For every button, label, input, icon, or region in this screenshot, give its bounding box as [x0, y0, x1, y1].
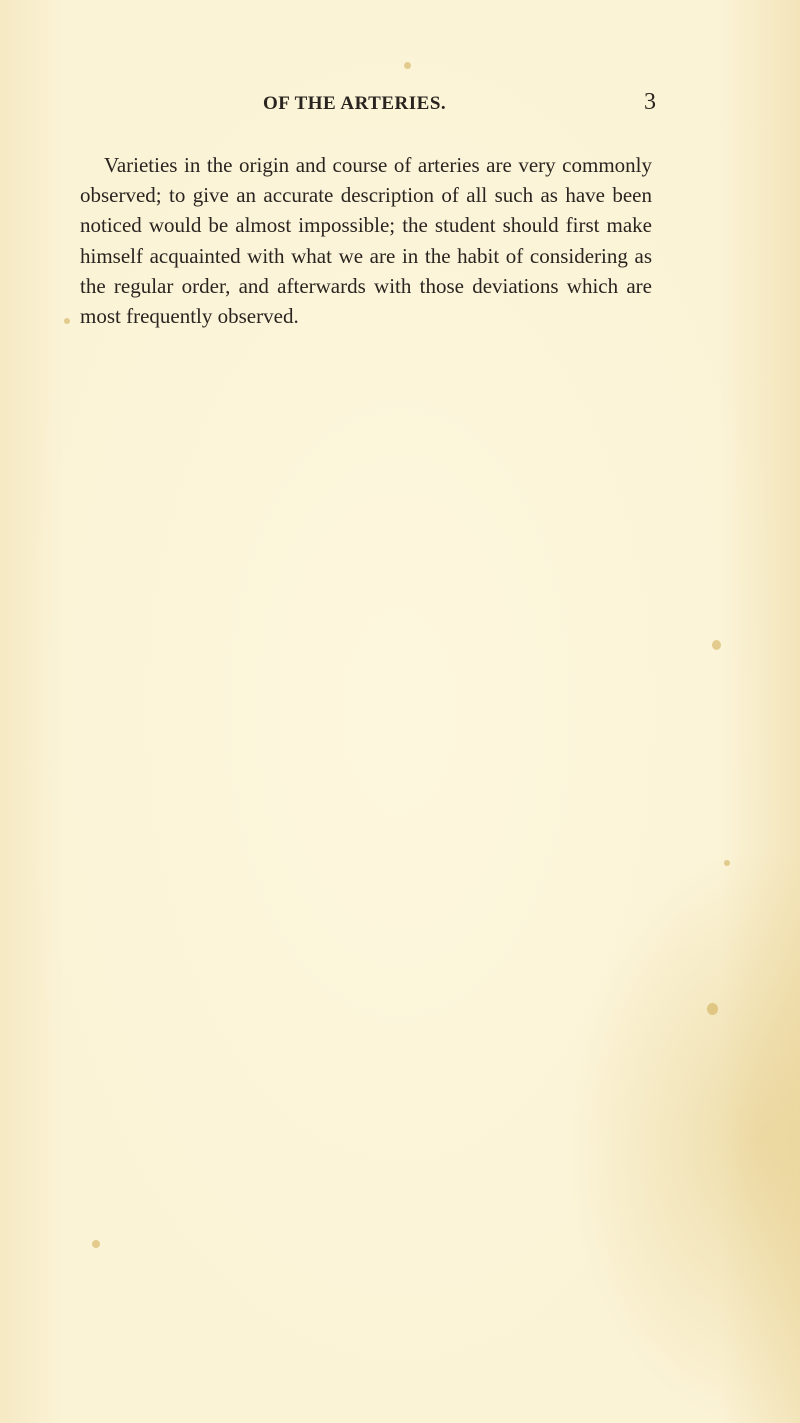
foxing-spot [92, 1240, 100, 1248]
running-head [60, 89, 660, 123]
foxing-spot [404, 62, 411, 69]
page-number: 3 [644, 89, 656, 115]
body-paragraph: Varieties in the origin and course of arteries are very commonly observed; to give an accurate description of all such as have been noticed would be almost impossible; the student should first make himself acquainted with what we are in the habit of considering as the regular order, and afterwards with those deviations which are most frequently observed. [80, 153, 652, 329]
foxing-spot [712, 640, 721, 650]
running-title: OF THE ARTERIES. [263, 93, 447, 114]
foxing-spot [64, 318, 70, 324]
foxing-spot [707, 1003, 718, 1015]
foxing-spot [724, 860, 730, 866]
